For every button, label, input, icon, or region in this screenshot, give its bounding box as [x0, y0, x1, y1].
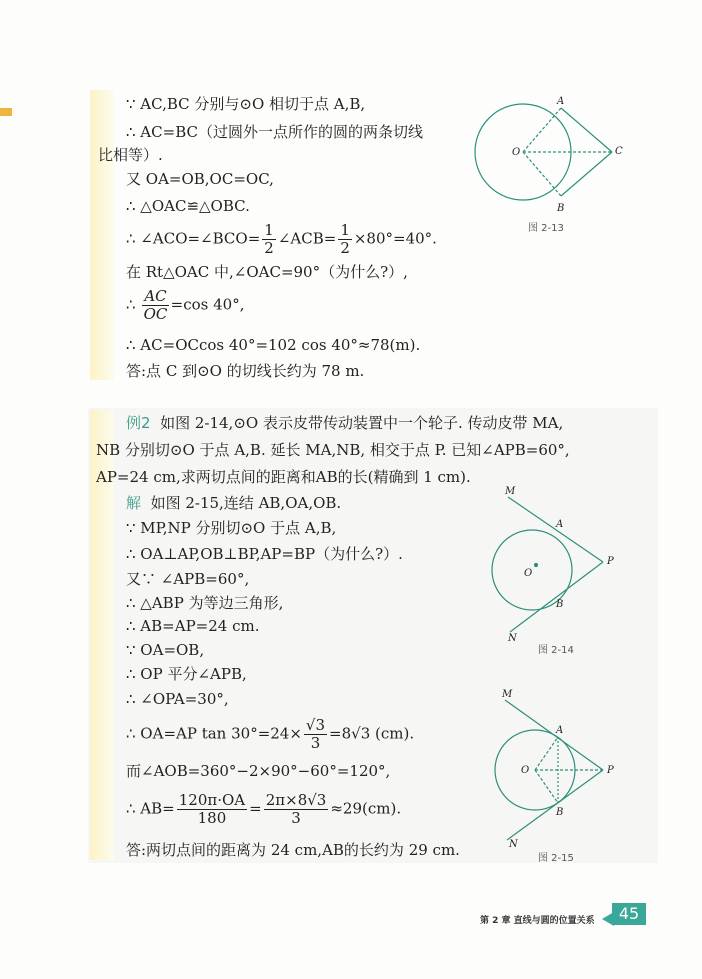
denominator: 180	[197, 809, 227, 827]
figure-caption: 图 2-14	[538, 645, 574, 656]
text-line: 又∵ ∠APB=60°,	[126, 570, 250, 588]
figure-caption: 图 2-15	[538, 853, 574, 864]
denominator: 3	[291, 809, 301, 827]
text-line: ∴ △ABP 为等边三角形,	[126, 594, 284, 612]
math: ∴ ∠ACO=∠BCO=	[126, 229, 261, 248]
point-label: M	[505, 486, 516, 497]
figure-2-15	[495, 700, 603, 840]
math: ∴ AB=	[126, 799, 175, 818]
numerator: 1	[340, 221, 350, 239]
math: =	[249, 799, 262, 818]
denominator: OC	[143, 305, 168, 323]
text-line: 答:点 C 到⊙O 的切线长约为 78 m.	[126, 362, 365, 380]
text-line: ∴ AC=OCcos 40°=102 cos 40°≈78(m).	[126, 336, 421, 354]
text-line: ∴ OP 平分∠APB,	[126, 665, 247, 683]
text: 如图 2-15,连结 AB,OA,OB.	[150, 494, 342, 512]
point-label: B	[556, 807, 564, 818]
numerator: 1	[264, 221, 274, 239]
text-line: ∵ OA=OB,	[126, 641, 205, 659]
point-label: P	[607, 765, 614, 776]
numerator: AC	[144, 287, 167, 305]
point-label: B	[557, 203, 565, 214]
figure-2-14	[492, 497, 603, 632]
math: ≈29(cm).	[330, 799, 402, 818]
solution-label: 解	[126, 494, 142, 512]
point-label: A	[557, 96, 565, 107]
math: =cos 40°,	[170, 295, 245, 314]
denominator: 2	[264, 239, 274, 257]
text-line: 又 OA=OB,OC=OC,	[126, 170, 274, 188]
point-label: N	[509, 839, 518, 850]
text-line: AP=24 cm,求两切点间的距离和AB的长(精确到 1 cm).	[96, 468, 471, 486]
numerator: 120π·OA	[178, 791, 246, 809]
text-line: 在 Rt△OAC 中,∠OAC=90°（为什么?）,	[126, 263, 408, 281]
page-number: 45	[612, 903, 646, 925]
math: ∠ACB=	[277, 229, 337, 248]
point-label: P	[607, 556, 614, 567]
math: ∴ OA=AP tan 30°=24×	[126, 724, 302, 743]
point-label: M	[502, 689, 513, 700]
point-label: O	[512, 147, 521, 158]
therefore: ∴	[126, 295, 136, 314]
point-label: O	[521, 765, 530, 776]
text-line: ∴ AB=AP=24 cm.	[126, 617, 260, 635]
text-line: 比相等）.	[98, 146, 163, 164]
numerator: 2π×8√3	[265, 791, 327, 809]
math: =8√3 (cm).	[329, 724, 415, 743]
text-line: ∵ AC,BC 分别与⊙O 相切于点 A,B,	[126, 95, 366, 113]
figure-caption: 图 2-13	[528, 223, 564, 234]
text-line: ∴ AC=BC（过圆外一点所作的圆的两条切线	[126, 123, 423, 141]
denominator: 3	[310, 734, 321, 752]
point-label: O	[524, 568, 533, 579]
text-line: NB 分别切⊙O 于点 A,B. 延长 MA,NB, 相交于点 P. 已知∠APB=60°,	[96, 441, 570, 459]
chapter-title: 第 2 章 直线与圆的位置关系	[480, 916, 595, 926]
text-line: 而∠AOB=360°−2×90°−60°=120°,	[126, 762, 391, 780]
point-label: N	[508, 633, 517, 644]
text-line: 答:两切点间的距离为 24 cm,AB的长约为 29 cm.	[126, 841, 460, 859]
numerator: √3	[305, 716, 326, 734]
text-line: ∴ △OAC≌△OBC.	[126, 197, 250, 215]
point-label: A	[556, 725, 564, 736]
point-label: C	[615, 146, 623, 157]
point-label: B	[556, 599, 564, 610]
text: 如图 2-14,⊙O 表示皮带传动装置中一个轮子. 传动皮带 MA,	[160, 414, 564, 432]
text-line: ∴ ∠OPA=30°,	[126, 690, 229, 708]
text-line: ∴ OA⊥AP,OB⊥BP,AP=BP（为什么?）.	[126, 545, 403, 563]
text-line: ∵ MP,NP 分别切⊙O 于点 A,B,	[126, 519, 337, 537]
denominator: 2	[340, 239, 350, 257]
math: ×80°=40°.	[353, 229, 437, 248]
figure-2-13	[475, 104, 612, 200]
example-label: 例2	[126, 414, 151, 432]
point-label: A	[556, 519, 564, 530]
